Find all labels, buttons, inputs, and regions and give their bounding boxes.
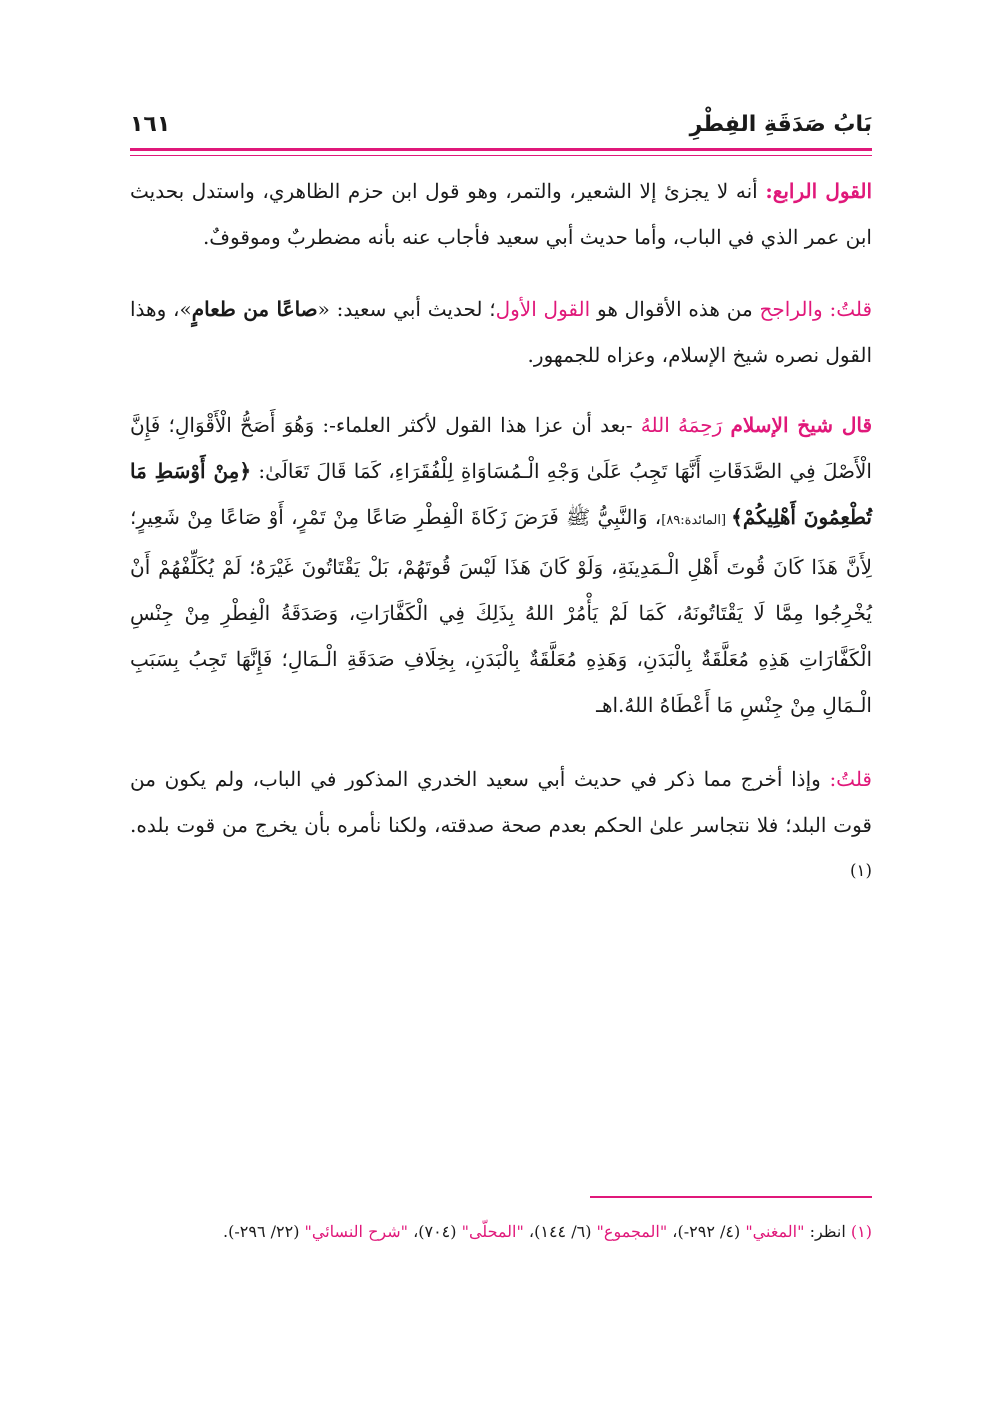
- main-text: [130, 168, 872, 900]
- footnote-ref: "المجموع": [596, 1222, 668, 1241]
- paragraph-text: ، وَالنَّبِيُّ ﷺ فَرَضَ زَكَاةَ الْفِطْرِ صَاعًا مِنْ تَمْرٍ، أَوْ صَاعًا مِنْ شَعِيرٍ؛ لِأَنَّ هَذَا كَانَ قُوتَ أَهْلِ الْـمَدِينَةِ، وَلَوْ كَانَ هَذَا لَيْسَ قُوتَهُمْ، بَلْ يَقْتَاتُونَ غَيْرَهُ؛ لَمْ يُكَلِّفْهُمْ أَنْ يُخْرِجُوا مِمَّا لَا يَقْتَاتُونَهُ، كَمَا لَمْ يَأْمُرْ اللهُ بِذَلِكَ فِي الْكَفَّارَاتِ، وَصَدَقَةُ الْفِطْرِ مِنْ جِنْسِ الْكَفَّارَاتِ هَذِهِ مُعَلَّقَةٌ بِالْبَدَنِ، وَهَذِهِ مُعَلَّقَةٌ بِالْبَدَنِ، بِخِلَافِ صَدَقَةِ الْـمَالِ؛ فَإِنَّهَا تَجِبُ بِسَبَبِ الْـمَالِ مِنْ جِنْسِ مَا أَعْطَاهُ اللهُ.اهـ: [130, 505, 872, 717]
- footnote-text: (٦/ ١٤٤)،: [523, 1222, 597, 1241]
- sheikh-label: قال شيخ الإسلام: [730, 413, 873, 437]
- paragraph-text: ؛ لحديث أبي سعيد: «: [317, 297, 496, 321]
- header-rule-thin: [130, 155, 872, 156]
- opinion-label: القول الرابع:: [765, 179, 872, 203]
- page-header: [130, 112, 872, 146]
- footnote-text: انظر:: [804, 1222, 851, 1241]
- paragraph-text: أنه لا يجزئ إلا الشعير، والتمر، وهو قول ابن حزم الظاهري، واستدل بحديث ابن عمر الذي في الباب، وأما حديث أبي سعيد فأجاب عنه بأنه مضطربٌ وموقوفٌ.: [130, 179, 872, 249]
- footnote-ref: "المحلّى": [461, 1222, 524, 1241]
- qultu-label: قلتُ:: [829, 767, 872, 791]
- footnote: [130, 1216, 872, 1248]
- paragraph-text: وإذا أخرج مما ذكر في حديث أبي سعيد الخدري المذكور في الباب، ولم يكون من قوت البلد؛ فلا نتجاسر علىٰ الحكم بعدم صحة صدقته، ولكنا نأمره بأن يخرج من قوت بلده.: [130, 767, 872, 837]
- footnote-marker: (١): [850, 861, 872, 880]
- hadith-quote: صاعًا من طعامٍ: [191, 297, 318, 321]
- paragraph-text: من هذه الأقوال هو: [590, 297, 760, 321]
- footnote-text: (٤/ ٢٩٢-)،: [667, 1222, 746, 1241]
- footnote-number: (١): [850, 1222, 872, 1241]
- footnote-ref: "شرح النسائي": [304, 1222, 408, 1241]
- header-rule-thick: [130, 148, 872, 151]
- quran-ayah: ﴿مِنْ أَوْسَطِ مَا تُطْعِمُونَ أَهْلِيكُمْ﴾: [130, 459, 872, 529]
- paragraph-conclusion: [130, 756, 872, 900]
- footnote-text: (٢٢/ ٢٩٦-).: [223, 1222, 305, 1241]
- qultu-label: قلتُ:: [829, 297, 873, 321]
- footnote-ref: "المغني": [745, 1222, 805, 1241]
- footnote-text: (٧٠٤)،: [407, 1222, 462, 1241]
- ayah-reference: [المائدة:٨٩]: [661, 513, 732, 528]
- paragraph-preferred-opinion: [130, 286, 872, 378]
- paragraph-text: »، وهذا القول نصره شيخ الإسلام، وعزاه للجمهور.: [130, 297, 872, 367]
- honorific: رَحِمَهُ اللهُ: [640, 413, 731, 437]
- footnote-divider: [590, 1196, 872, 1198]
- paragraph-text: -بعد أن عزا هذا القول لأكثر العلماء-: وَهُوَ أَصَحُّ الْأَقْوَالِ؛ فَإِنَّ الْأَصْلَ فِي الصَّدَقَاتِ أَنَّهَا تَجِبُ عَلَىٰ وَجْهِ الْـمُسَاوَاةِ لِلْفُقَرَاءِ، كَمَا قَالَ تَعَالَىٰ:: [130, 413, 872, 483]
- chapter-title: بَابُ صَدَقَةِ الفِطْرِ: [689, 112, 872, 137]
- page-number: ١٦١: [130, 112, 171, 137]
- paragraph-sheikh-quote: [130, 402, 872, 728]
- rajih-label: والراجح: [759, 297, 830, 321]
- first-opinion-label: القول الأول: [495, 297, 591, 321]
- paragraph-fourth-opinion: [130, 168, 872, 260]
